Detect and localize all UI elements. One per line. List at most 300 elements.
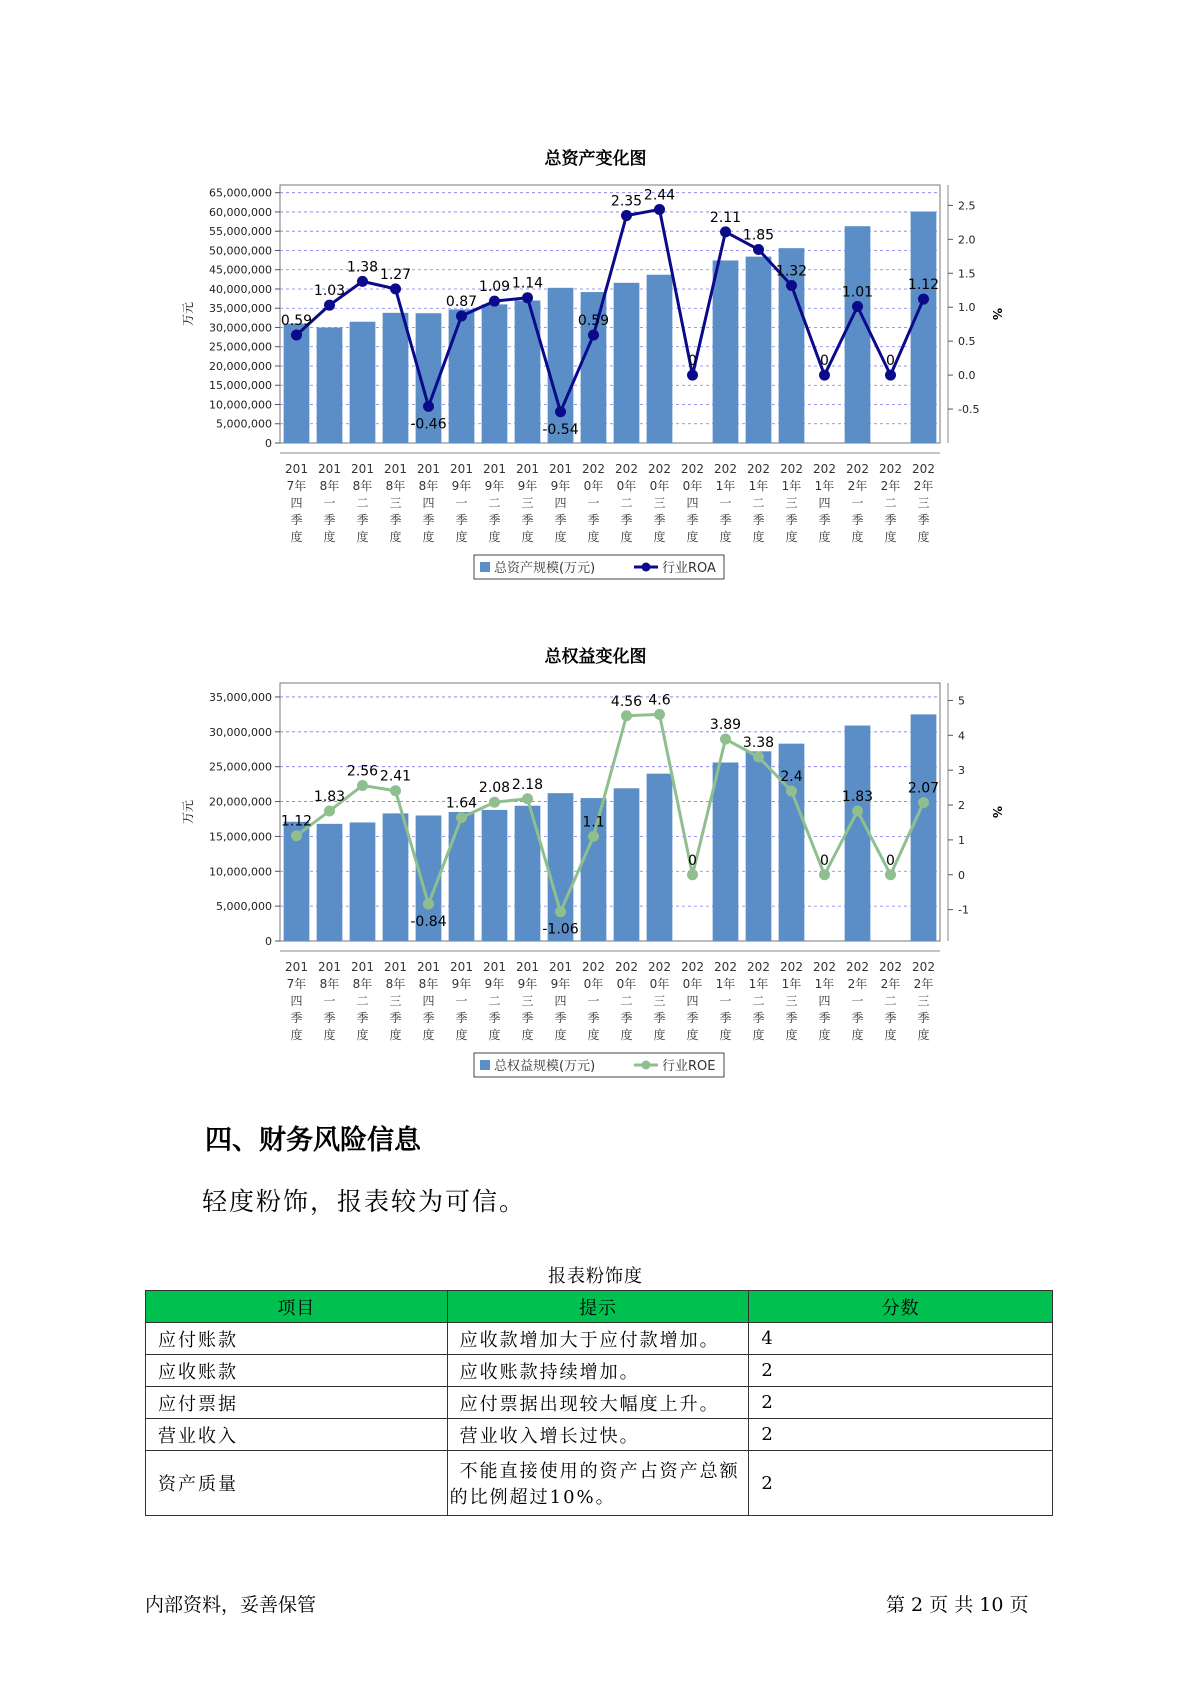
x-tick-label: 8年 xyxy=(418,977,439,991)
data-label: -0.46 xyxy=(410,416,447,433)
bar xyxy=(317,327,343,443)
x-tick-label: 202 xyxy=(615,462,638,476)
x-tick-label: 201 xyxy=(318,462,341,476)
bar xyxy=(911,212,937,443)
x-tick-label: 季 xyxy=(389,513,402,527)
y2-axis-label: % xyxy=(990,307,1004,321)
y-tick-label: 55,000,000 xyxy=(209,225,272,239)
x-tick-label: 季 xyxy=(323,1011,336,1025)
y-tick-label: 60,000,000 xyxy=(209,205,272,219)
legend-label: 总权益规模(万元) xyxy=(494,1059,596,1074)
x-tick-label: 二 xyxy=(356,496,369,510)
x-tick-label: 二 xyxy=(488,496,501,510)
x-tick-label: 9年 xyxy=(550,479,571,493)
x-tick-label: 季 xyxy=(653,513,666,527)
x-tick-label: 季 xyxy=(521,1011,534,1025)
x-tick-label: 季 xyxy=(554,513,567,527)
header-item: 项目 xyxy=(146,1291,448,1323)
x-tick-label: 一 xyxy=(323,994,336,1008)
x-tick-label: 季 xyxy=(587,513,600,527)
y-tick-label: 25,000,000 xyxy=(209,340,272,354)
legend-label: 总资产规模(万元) xyxy=(494,561,596,576)
legend-swatch-point xyxy=(642,1061,651,1070)
x-tick-label: 季 xyxy=(422,513,435,527)
x-tick-label: 9年 xyxy=(484,479,505,493)
bar xyxy=(614,788,640,941)
bar xyxy=(350,822,376,941)
x-tick-label: 1年 xyxy=(814,977,835,991)
data-label: -0.54 xyxy=(542,421,579,438)
y2-tick-label: 5 xyxy=(958,694,965,708)
x-tick-label: 季 xyxy=(818,1011,831,1025)
x-tick-label: 8年 xyxy=(352,977,373,991)
x-tick-label: 度 xyxy=(851,1028,864,1042)
section-heading: 四、财务风险信息 xyxy=(205,1125,421,1156)
x-tick-label: 201 xyxy=(516,960,539,974)
y2-tick-label: 1.5 xyxy=(958,267,976,281)
data-label: 2.41 xyxy=(379,768,412,785)
data-point xyxy=(819,869,830,880)
x-tick-label: 202 xyxy=(780,960,803,974)
x-tick-label: 季 xyxy=(554,1011,567,1025)
cell-tip: 应付票据出现较大幅度上升。 xyxy=(447,1387,749,1419)
data-point xyxy=(555,906,566,917)
x-tick-label: 四 xyxy=(290,496,303,510)
x-tick-label: 0年 xyxy=(649,977,670,991)
x-tick-label: 8年 xyxy=(319,479,340,493)
y2-tick-label: 1.0 xyxy=(958,301,976,315)
x-tick-label: 季 xyxy=(422,1011,435,1025)
x-tick-label: 202 xyxy=(582,960,605,974)
bar xyxy=(746,751,772,941)
x-tick-label: 度 xyxy=(290,530,303,544)
x-tick-label: 8年 xyxy=(385,977,406,991)
bar xyxy=(548,288,574,443)
x-tick-label: 度 xyxy=(884,530,897,544)
x-tick-label: 四 xyxy=(554,496,567,510)
y-tick-label: 0 xyxy=(265,437,272,450)
x-tick-label: 季 xyxy=(851,513,864,527)
x-tick-label: 度 xyxy=(455,1028,468,1042)
x-tick-label: 1年 xyxy=(781,977,802,991)
table-row xyxy=(146,1387,1053,1419)
x-tick-label: 季 xyxy=(620,513,633,527)
x-tick-label: 二 xyxy=(356,994,369,1008)
x-tick-label: 三 xyxy=(917,496,930,510)
bar xyxy=(383,313,409,443)
x-tick-label: 9年 xyxy=(451,479,472,493)
bar xyxy=(548,793,574,941)
x-tick-label: 8年 xyxy=(319,977,340,991)
data-point xyxy=(720,226,731,237)
data-point xyxy=(324,805,335,816)
data-label: 3.89 xyxy=(709,717,742,734)
cell-score: 2 xyxy=(749,1419,1053,1451)
x-tick-label: 四 xyxy=(422,994,435,1008)
data-label: 0.59 xyxy=(577,313,610,330)
y-tick-label: 5,000,000 xyxy=(216,417,272,431)
x-tick-label: 202 xyxy=(879,462,902,476)
data-point xyxy=(588,330,599,341)
x-tick-label: 二 xyxy=(884,496,897,510)
y2-tick-label: 0.5 xyxy=(958,335,976,349)
data-point xyxy=(489,296,500,307)
x-tick-label: 201 xyxy=(450,960,473,974)
x-tick-label: 四 xyxy=(686,496,699,510)
y-tick-label: 35,000,000 xyxy=(209,302,272,316)
data-label: 1.12 xyxy=(907,277,940,294)
x-tick-label: 201 xyxy=(384,960,407,974)
x-tick-label: 201 xyxy=(516,462,539,476)
data-point xyxy=(687,869,698,880)
bar xyxy=(746,257,772,443)
data-label: 2.18 xyxy=(511,776,544,793)
data-label: 4.6 xyxy=(648,692,671,709)
cell-item: 应收账款 xyxy=(146,1355,448,1387)
x-tick-label: 1年 xyxy=(814,479,835,493)
x-tick-label: 季 xyxy=(587,1011,600,1025)
data-label: 0 xyxy=(886,353,895,370)
x-tick-label: 202 xyxy=(846,462,869,476)
data-label: 3.38 xyxy=(742,734,775,751)
x-tick-label: 一 xyxy=(455,994,468,1008)
data-point xyxy=(753,751,764,762)
x-tick-label: 季 xyxy=(884,1011,897,1025)
x-tick-label: 度 xyxy=(719,530,732,544)
cell-item: 资产质量 xyxy=(146,1451,448,1516)
legend-label: 行业ROA xyxy=(662,561,716,576)
x-tick-label: 8年 xyxy=(352,479,373,493)
data-point xyxy=(885,869,896,880)
x-tick-label: 7年 xyxy=(286,977,307,991)
x-tick-label: 1年 xyxy=(748,977,769,991)
x-tick-label: 四 xyxy=(818,496,831,510)
x-tick-label: 201 xyxy=(483,960,506,974)
data-label: -1.06 xyxy=(542,921,579,938)
x-tick-label: 2年 xyxy=(913,977,934,991)
chart-total-assets xyxy=(0,175,1191,595)
y2-tick-label: 2.5 xyxy=(958,199,976,213)
x-tick-label: 三 xyxy=(785,496,798,510)
x-tick-label: 季 xyxy=(917,513,930,527)
data-label: 1.12 xyxy=(280,813,313,830)
data-label: 1.27 xyxy=(379,266,412,283)
x-tick-label: 四 xyxy=(290,994,303,1008)
bar xyxy=(482,810,508,941)
data-point xyxy=(786,280,797,291)
x-tick-label: 202 xyxy=(846,960,869,974)
y-tick-label: 0 xyxy=(265,935,272,948)
x-tick-label: 1年 xyxy=(781,479,802,493)
y-tick-label: 30,000,000 xyxy=(209,725,272,739)
data-point xyxy=(687,370,698,381)
cell-item: 营业收入 xyxy=(146,1419,448,1451)
y-tick-label: 10,000,000 xyxy=(209,398,272,412)
x-tick-label: 度 xyxy=(323,530,336,544)
x-tick-label: 201 xyxy=(285,960,308,974)
x-tick-label: 季 xyxy=(356,1011,369,1025)
y-axis-label: 万元 xyxy=(181,301,195,327)
y2-tick-label: 4 xyxy=(958,729,965,743)
x-tick-label: 季 xyxy=(488,513,501,527)
x-tick-label: 度 xyxy=(521,1028,534,1042)
data-point xyxy=(357,276,368,287)
x-tick-label: 度 xyxy=(653,1028,666,1042)
bar xyxy=(284,324,310,443)
x-tick-label: 0年 xyxy=(616,479,637,493)
x-tick-label: 8年 xyxy=(385,479,406,493)
x-tick-label: 四 xyxy=(818,994,831,1008)
x-tick-label: 2年 xyxy=(847,977,868,991)
x-tick-label: 0年 xyxy=(682,479,703,493)
data-label: 0 xyxy=(820,353,829,370)
x-tick-label: 9年 xyxy=(484,977,505,991)
y-tick-label: 20,000,000 xyxy=(209,795,272,809)
x-tick-label: 2年 xyxy=(913,479,934,493)
x-tick-label: 度 xyxy=(785,530,798,544)
legend-swatch-bar xyxy=(480,1060,490,1070)
data-point xyxy=(786,786,797,797)
x-tick-label: 201 xyxy=(351,960,374,974)
x-tick-label: 一 xyxy=(323,496,336,510)
plot-area xyxy=(280,683,940,941)
y2-tick-label: 1 xyxy=(958,833,965,847)
x-tick-label: 季 xyxy=(752,1011,765,1025)
x-tick-label: 一 xyxy=(587,994,600,1008)
cell-tip: 应收款增加大于应付款增加。 xyxy=(447,1323,749,1355)
bar xyxy=(845,726,871,941)
data-point xyxy=(720,734,731,745)
x-tick-label: 度 xyxy=(686,1028,699,1042)
data-point xyxy=(456,812,467,823)
x-tick-label: 度 xyxy=(455,530,468,544)
x-tick-label: 202 xyxy=(582,462,605,476)
x-tick-label: 度 xyxy=(851,530,864,544)
y-tick-label: 15,000,000 xyxy=(209,830,272,844)
x-tick-label: 季 xyxy=(653,1011,666,1025)
x-tick-label: 2年 xyxy=(880,977,901,991)
cell-tip: 营业收入增长过快。 xyxy=(447,1419,749,1451)
bar xyxy=(449,309,475,443)
data-label: 2.07 xyxy=(907,780,940,797)
x-tick-label: 202 xyxy=(879,960,902,974)
x-tick-label: 季 xyxy=(884,513,897,527)
x-tick-label: 季 xyxy=(290,513,303,527)
data-point xyxy=(621,710,632,721)
y-tick-label: 50,000,000 xyxy=(209,244,272,258)
x-tick-label: 0年 xyxy=(616,977,637,991)
x-tick-label: 度 xyxy=(884,1028,897,1042)
x-tick-label: 8年 xyxy=(418,479,439,493)
x-tick-label: 201 xyxy=(483,462,506,476)
x-tick-label: 202 xyxy=(813,462,836,476)
x-tick-label: 季 xyxy=(488,1011,501,1025)
x-tick-label: 季 xyxy=(752,513,765,527)
x-tick-label: 202 xyxy=(912,462,935,476)
y-tick-label: 35,000,000 xyxy=(209,690,272,704)
data-label: 1.83 xyxy=(313,788,346,805)
x-tick-label: 1年 xyxy=(748,479,769,493)
bar xyxy=(647,774,673,941)
bar xyxy=(845,226,871,443)
data-point xyxy=(819,370,830,381)
x-tick-label: 度 xyxy=(422,530,435,544)
x-tick-label: 2年 xyxy=(880,479,901,493)
table-row xyxy=(146,1451,1053,1516)
x-tick-label: 一 xyxy=(455,496,468,510)
x-tick-label: 度 xyxy=(422,1028,435,1042)
cell-score: 4 xyxy=(749,1323,1053,1355)
data-label: 0.87 xyxy=(445,294,478,311)
data-label: 2.4 xyxy=(780,769,803,786)
data-label: 0 xyxy=(688,353,697,370)
bar xyxy=(350,322,376,443)
data-point xyxy=(885,370,896,381)
x-tick-label: 度 xyxy=(620,1028,633,1042)
y-tick-label: 5,000,000 xyxy=(216,900,272,914)
table-row xyxy=(146,1419,1053,1451)
data-label: 1.03 xyxy=(313,283,346,300)
y2-tick-label: -1 xyxy=(958,903,969,917)
bar xyxy=(383,813,409,941)
x-tick-label: 度 xyxy=(488,1028,501,1042)
data-label: 2.35 xyxy=(610,193,643,210)
x-tick-label: 9年 xyxy=(517,479,538,493)
x-tick-label: 一 xyxy=(851,496,864,510)
data-point xyxy=(522,292,533,303)
x-tick-label: 度 xyxy=(620,530,633,544)
data-point xyxy=(291,830,302,841)
x-tick-label: 度 xyxy=(719,1028,732,1042)
x-tick-label: 1年 xyxy=(715,977,736,991)
x-tick-label: 202 xyxy=(648,462,671,476)
x-tick-label: 202 xyxy=(780,462,803,476)
x-tick-label: 2年 xyxy=(847,479,868,493)
x-tick-label: 0年 xyxy=(583,479,604,493)
x-tick-label: 二 xyxy=(752,496,765,510)
header-score: 分数 xyxy=(749,1291,1053,1323)
x-tick-label: 202 xyxy=(747,960,770,974)
x-tick-label: 季 xyxy=(389,1011,402,1025)
data-label: 2.08 xyxy=(478,780,511,797)
x-tick-label: 季 xyxy=(686,513,699,527)
x-tick-label: 9年 xyxy=(517,977,538,991)
x-tick-label: 1年 xyxy=(715,479,736,493)
data-point xyxy=(423,401,434,412)
x-tick-label: 0年 xyxy=(682,977,703,991)
x-tick-label: 201 xyxy=(549,462,572,476)
x-tick-label: 季 xyxy=(719,513,732,527)
data-point xyxy=(852,301,863,312)
data-point xyxy=(753,244,764,255)
x-tick-label: 季 xyxy=(356,513,369,527)
table-row xyxy=(146,1323,1053,1355)
y2-tick-label: 0 xyxy=(958,868,965,882)
data-point xyxy=(852,805,863,816)
data-label: 1.09 xyxy=(478,279,511,296)
data-label: 0 xyxy=(886,852,895,869)
x-tick-label: 202 xyxy=(714,960,737,974)
x-tick-label: 度 xyxy=(389,530,402,544)
x-tick-label: 一 xyxy=(719,496,732,510)
bar xyxy=(482,304,508,443)
data-point xyxy=(357,780,368,791)
y-tick-label: 45,000,000 xyxy=(209,263,272,277)
x-tick-label: 202 xyxy=(714,462,737,476)
data-label: 4.56 xyxy=(610,693,643,710)
x-tick-label: 季 xyxy=(686,1011,699,1025)
legend-swatch-bar xyxy=(480,562,490,572)
risk-summary: 轻度粉饰，报表较为可信。 xyxy=(202,1187,527,1216)
x-tick-label: 度 xyxy=(488,530,501,544)
x-tick-label: 度 xyxy=(917,530,930,544)
x-tick-label: 201 xyxy=(417,960,440,974)
data-point xyxy=(588,831,599,842)
data-label: 0.59 xyxy=(280,313,313,330)
x-tick-label: 201 xyxy=(549,960,572,974)
data-label: 0 xyxy=(820,852,829,869)
data-label: 2.11 xyxy=(709,209,742,226)
cell-item: 应付票据 xyxy=(146,1387,448,1419)
bar xyxy=(911,714,937,941)
x-tick-label: 202 xyxy=(615,960,638,974)
x-tick-label: 二 xyxy=(488,994,501,1008)
bar xyxy=(614,283,640,443)
x-tick-label: 9年 xyxy=(550,977,571,991)
cell-score: 2 xyxy=(749,1451,1053,1516)
x-tick-label: 三 xyxy=(653,994,666,1008)
x-tick-label: 三 xyxy=(785,994,798,1008)
x-tick-label: 度 xyxy=(818,530,831,544)
x-tick-label: 二 xyxy=(620,994,633,1008)
x-tick-label: 度 xyxy=(323,1028,336,1042)
footer-confidential: 内部资料，妥善保管 xyxy=(145,1594,317,1616)
x-tick-label: 三 xyxy=(389,994,402,1008)
x-tick-label: 201 xyxy=(384,462,407,476)
x-tick-label: 度 xyxy=(521,530,534,544)
y-tick-label: 65,000,000 xyxy=(209,186,272,200)
x-tick-label: 201 xyxy=(450,462,473,476)
x-tick-label: 三 xyxy=(653,496,666,510)
y2-axis-label: % xyxy=(990,805,1004,819)
data-label: 0 xyxy=(688,852,697,869)
x-tick-label: 202 xyxy=(681,462,704,476)
x-tick-label: 一 xyxy=(587,496,600,510)
bar xyxy=(647,275,673,443)
x-tick-label: 度 xyxy=(356,530,369,544)
x-tick-label: 度 xyxy=(587,1028,600,1042)
x-tick-label: 度 xyxy=(389,1028,402,1042)
data-point xyxy=(654,709,665,720)
data-label: 1.1 xyxy=(582,814,605,831)
header-tip: 提示 xyxy=(447,1291,749,1323)
x-tick-label: 201 xyxy=(417,462,440,476)
data-label: 1.01 xyxy=(841,284,874,301)
y-tick-label: 15,000,000 xyxy=(209,379,272,393)
bar xyxy=(713,260,739,443)
chart-title-total-equity: 总权益变化图 xyxy=(544,647,647,667)
data-point xyxy=(621,210,632,221)
x-tick-label: 度 xyxy=(356,1028,369,1042)
data-point xyxy=(489,797,500,808)
data-label: 2.44 xyxy=(643,187,676,204)
data-point xyxy=(456,311,467,322)
data-label: 1.83 xyxy=(841,788,874,805)
y-tick-label: 40,000,000 xyxy=(209,282,272,296)
x-tick-label: 7年 xyxy=(286,479,307,493)
x-tick-label: 度 xyxy=(917,1028,930,1042)
x-tick-label: 四 xyxy=(686,994,699,1008)
